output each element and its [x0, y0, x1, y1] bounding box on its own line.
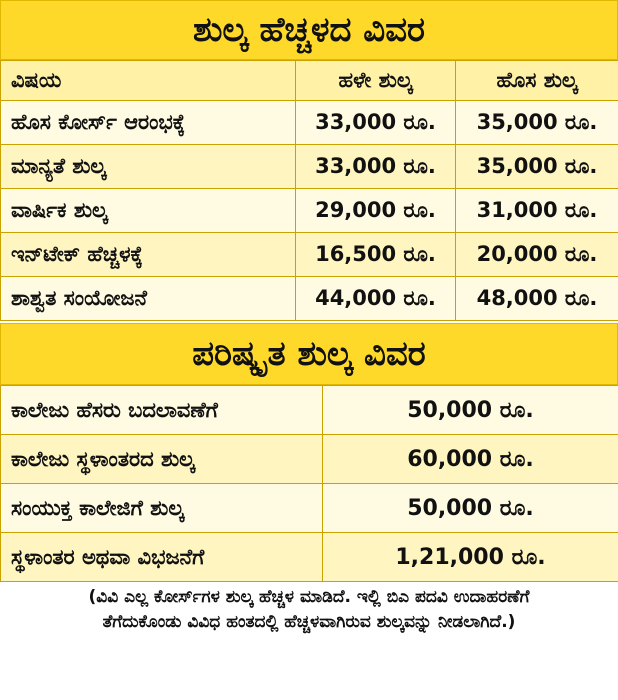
row-subject: ವಾರ್ಷಿಕ ಶುಲ್ಕ: [1, 189, 296, 233]
row-old-fee: 33,000 ರೂ.: [296, 145, 456, 189]
row-subject: ಸಂಯುಕ್ತ ಕಾಲೇಜಿಗೆ ಶುಲ್ಕ: [1, 484, 323, 533]
row-new-fee: 31,000 ರೂ.: [456, 189, 618, 233]
row-new-fee: 35,000 ರೂ.: [456, 101, 618, 145]
fee-hike-table: [0, 60, 618, 321]
header-old-fee: ಹಳೇ ಶುಲ್ಕ: [296, 61, 456, 101]
row-fee: 50,000 ರೂ.: [323, 484, 618, 533]
table-row: [1, 189, 618, 233]
row-subject: ಇನ್‌ಟೇಕ್ ಹೆಚ್ಚಳಕ್ಕೆ: [1, 233, 296, 277]
row-subject: ಕಾಲೇಜು ಹೆಸರು ಬದಲಾವಣೆಗೆ: [1, 386, 323, 435]
table-row: [1, 145, 618, 189]
row-subject: ಹೊಸ ಕೋರ್ಸ್ ಆರಂಭಕ್ಕೆ: [1, 101, 296, 145]
revised-fee-table: [0, 385, 618, 582]
table-row: [1, 277, 618, 321]
row-subject: ಕಾಲೇಜು ಸ್ಥಳಾಂತರದ ಶುಲ್ಕ: [1, 435, 323, 484]
footnote: [0, 582, 618, 635]
row-subject: ಶಾಶ್ವತ ಸಂಯೋಜನೆ: [1, 277, 296, 321]
row-subject: ಮಾನ್ಯತೆ ಶುಲ್ಕ: [1, 145, 296, 189]
row-subject: ಸ್ಥಳಾಂತರ ಅಥವಾ ವಿಭಜನೆಗೆ: [1, 533, 323, 582]
footnote-line-2: ತೆಗೆದುಕೊಂಡು ವಿವಿಧ ಹಂತದಲ್ಲಿ ಹೆಚ್ಚಳವಾಗಿರುವ ಶುಲ್ಕವನ್ನು ನೀಡಲಾಗಿದೆ.): [102, 612, 516, 632]
row-new-fee: 35,000 ರೂ.: [456, 145, 618, 189]
table-row: [1, 484, 618, 533]
row-fee: 60,000 ರೂ.: [323, 435, 618, 484]
row-new-fee: 20,000 ರೂ.: [456, 233, 618, 277]
row-fee: 50,000 ರೂ.: [323, 386, 618, 435]
table-row: [1, 435, 618, 484]
row-old-fee: 16,500 ರೂ.: [296, 233, 456, 277]
row-old-fee: 33,000 ರೂ.: [296, 101, 456, 145]
row-old-fee: 29,000 ರೂ.: [296, 189, 456, 233]
table-row: [1, 386, 618, 435]
table-row: [1, 101, 618, 145]
table-row: [1, 533, 618, 582]
table-header-row: [1, 61, 618, 101]
main-title: ಶುಲ್ಕ ಹೆಚ್ಚಳದ ವಿವರ: [0, 0, 618, 60]
header-new-fee: ಹೊಸ ಶುಲ್ಕ: [456, 61, 618, 101]
row-old-fee: 44,000 ರೂ.: [296, 277, 456, 321]
table-row: [1, 233, 618, 277]
row-fee: 1,21,000 ರೂ.: [323, 533, 618, 582]
footnote-line-1: (ವಿವಿ ಎಲ್ಲ ಕೋರ್ಸ್‌ಗಳ ಶುಲ್ಕ ಹೆಚ್ಚಳ ಮಾಡಿದೆ. ಇಲ್ಲಿ ಬಿಎ ಪದವಿ ಉದಾಹರಣೆಗೆ: [88, 587, 530, 607]
header-subject: ವಿಷಯ: [1, 61, 296, 101]
row-new-fee: 48,000 ರೂ.: [456, 277, 618, 321]
section-title: ಪರಿಷ್ಕೃತ ಶುಲ್ಕ ವಿವರ: [0, 323, 618, 385]
